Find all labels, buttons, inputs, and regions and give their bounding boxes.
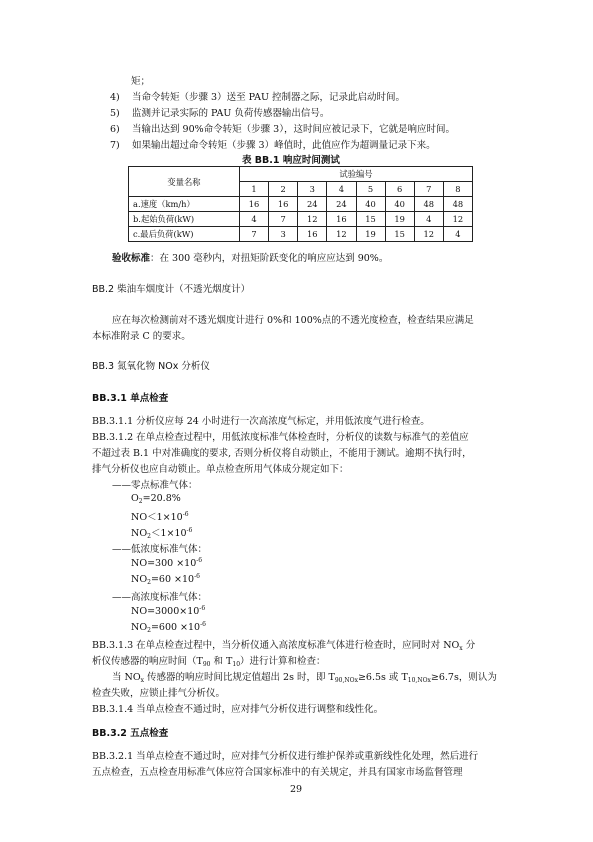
table-caption: 表 BB.1 响应时间测试 — [242, 155, 340, 166]
subscript: 90 — [202, 661, 211, 668]
step-number: 4) — [110, 92, 120, 103]
col-header: 2 — [269, 182, 298, 197]
text-line: 矩； — [131, 76, 151, 87]
table-cell: 12 — [414, 227, 443, 242]
superscript: -6 — [182, 511, 189, 518]
col-header: 1 — [240, 182, 269, 197]
col-header: 8 — [443, 182, 472, 197]
col-header: 6 — [385, 182, 414, 197]
section-heading-text: BB.3 氮氧化物 NOx 分析仪 — [92, 361, 210, 372]
text-run: 和 T — [210, 656, 233, 667]
subscript: x — [140, 677, 145, 684]
superscript: -6 — [199, 605, 206, 612]
acceptance-text: ：在 300 毫秒内，对扭矩阶跃变化的响应应达到 90%。 — [150, 253, 389, 264]
subsection-heading-bb32: BB.3.2 五点检查 — [92, 728, 169, 739]
gas-group-label: ——零点标准气体： — [112, 480, 198, 491]
table-row — [129, 197, 473, 212]
step-number: 7) — [110, 140, 120, 151]
list-item — [110, 105, 329, 119]
gas-group-label: ——高浓度标准气体： — [112, 592, 208, 603]
section-heading-bb3 — [92, 358, 210, 372]
table-cell: 4 — [443, 227, 472, 242]
acceptance-criteria — [112, 250, 388, 264]
row-label: c.最后负荷(kW) — [129, 227, 240, 242]
subscript: 2 — [147, 533, 151, 540]
text-run: ）进行计算和检查： — [240, 656, 326, 667]
text-run: 析仪传感器的响应时间（T — [92, 656, 203, 667]
table-cell: 19 — [385, 212, 414, 227]
paragraph-line: 五点检查，五点检查用标准气体应符合国家标准中的有关规定，并具有国家市场监督管理 — [92, 767, 463, 778]
table-cell: 16 — [269, 197, 298, 212]
table-cell: 16 — [240, 197, 269, 212]
section-heading-bb2: BB.2 柴油车烟度计（不透光烟度计） — [92, 284, 251, 295]
table-cell: 15 — [356, 212, 385, 227]
gas-spec: $O_2=20.8\%$ — [131, 493, 181, 505]
row-label: a.速度（km/h） — [129, 197, 240, 212]
table-cell: 19 — [356, 227, 385, 242]
col-header: 7 — [414, 182, 443, 197]
paragraph-line — [112, 669, 497, 684]
test-number-header: 试验编号 — [240, 167, 473, 182]
gas-spec: $NO_2=60 \times 10^{-6}$ — [131, 573, 200, 586]
table-cell: 3 — [269, 227, 298, 242]
col-header: 3 — [298, 182, 327, 197]
table-cell: 4 — [240, 212, 269, 227]
table-cell: 16 — [298, 227, 327, 242]
subscript: 10,NOx — [407, 677, 431, 684]
page-number: 29 — [290, 784, 303, 795]
gas-value: =60 ×10 — [150, 574, 195, 585]
gas-value: NO＜1×10 — [131, 512, 183, 523]
gas-value: =20.8% — [142, 493, 181, 504]
subsection-heading-bb31: BB.3.1 单点检查 — [92, 393, 169, 404]
step-text: 监测并记录实际的 PAU 负荷传感器输出信号。 — [132, 108, 330, 119]
text-run: 当 NO — [112, 672, 141, 683]
table-header-row — [129, 167, 473, 182]
gas-value: ＜1×10 — [150, 528, 187, 539]
paragraph-line — [92, 653, 326, 668]
subscript: 90,NOx — [334, 677, 358, 684]
table-cell: 7 — [240, 227, 269, 242]
table-cell: 12 — [298, 212, 327, 227]
gas-spec — [131, 605, 205, 617]
subscript: 2 — [138, 498, 143, 505]
step-number: 6) — [110, 124, 120, 135]
step-text: 当输出达到 90%命令转矩（步骤 3），这时间应被记录下，它就是响应时间。 — [132, 124, 455, 135]
gas-group-label: ——低浓度标准气体： — [112, 544, 208, 555]
superscript: -6 — [196, 557, 203, 564]
gas-value: NO=300 ×10 — [131, 558, 197, 569]
table-cell: 15 — [385, 227, 414, 242]
step-text: 如果输出超过命令转矩（步骤 3）峰值时，此值应作为超调量记录下来。 — [132, 140, 436, 151]
gas-spec — [131, 557, 202, 569]
row-label: b.起始负荷(kW) — [129, 212, 240, 227]
paragraph-line: 应在每次检测前对不透光烟度计进行 0%和 100%点的不透光度检查，检查结果应满足 — [112, 315, 474, 326]
text-run: 传感器的响应时间比规定值超出 2s 时，即 T — [144, 672, 335, 683]
table-cell: 24 — [327, 197, 356, 212]
paragraph-line — [92, 637, 475, 652]
gas-spec: $NO_2=600 \times 10^{-6}$ — [131, 621, 206, 634]
text-run: ≥6.5s 或 T — [357, 672, 408, 683]
paragraph-line: 检查失败，应锁止排气分析仪。 — [92, 688, 226, 699]
superscript: -6 — [186, 527, 193, 534]
list-item — [110, 89, 405, 103]
table-cell: 12 — [443, 212, 472, 227]
text-run: 分 — [462, 640, 476, 651]
superscript: -6 — [194, 573, 200, 580]
table-cell: 40 — [385, 197, 414, 212]
table-cell: 24 — [298, 197, 327, 212]
superscript: -6 — [200, 621, 206, 628]
text-run: BB.3.1.3 在单点检查过程中，当分析仪通入高浓度标准气体进行检查时，应同时对 NO — [92, 640, 460, 651]
table-cell: 16 — [327, 212, 356, 227]
paragraph-line: BB.3.2.1 当单点检查不通过时，应对排气分析仪进行维护保养或重新线性化处理，然后进行 — [92, 751, 479, 762]
gas-spec — [131, 509, 189, 523]
paragraph-line: BB.3.1.2 在单点检查过程中，用低浓度标准气体检查时，分析仪的读数与标准气的差值应 — [92, 432, 469, 443]
table-cell: 12 — [327, 227, 356, 242]
gas-value: NO=3000×10 — [131, 606, 200, 617]
step-number: 5) — [110, 108, 120, 119]
col-header: 5 — [356, 182, 385, 197]
table-cell: 40 — [356, 197, 385, 212]
text-run: ≥6.7s，则认为 — [430, 672, 497, 683]
subscript: 2 — [147, 579, 151, 586]
table-row — [129, 212, 473, 227]
gas-value: =600 ×10 — [150, 622, 201, 633]
paragraph-line: 排气分析仪也应自动锁止。单点检查所用气体成分规定如下： — [92, 464, 349, 475]
paragraph-line: BB.3.1.4 当单点检查不通过时，应对排气分析仪进行调整和线性化。 — [92, 704, 384, 715]
paragraph-line: BB.3.1.1 分析仪应每 24 小时进行一次高浓度气标定，并用低浓度气进行检查。 — [92, 416, 430, 427]
subscript: x — [459, 645, 463, 652]
subscript: 2 — [147, 627, 151, 634]
response-time-table — [128, 166, 473, 242]
col-header: 4 — [327, 182, 356, 197]
gas-spec: $NO_2<1\times 10^{-6}$ — [131, 527, 193, 540]
paragraph-line: 本标准附录 C 的要求。 — [92, 331, 191, 342]
acceptance-label: 验收标准 — [112, 253, 151, 264]
list-item — [110, 137, 436, 151]
paragraph-line: 不超过表 B.1 中对准确度的要求, 否则分析仪将自动锁止，不能用于测试。逾期不执行时， — [92, 448, 472, 459]
list-item — [110, 121, 455, 135]
var-name-header: 变量名称 — [129, 167, 240, 197]
table-cell: 48 — [414, 197, 443, 212]
table-row — [129, 227, 473, 242]
step-text: 当命令转矩（步骤 3）送至 PAU 控制器之际，记录此启动时间。 — [132, 92, 405, 103]
subscript: 10 — [232, 661, 241, 668]
table-cell: 4 — [414, 212, 443, 227]
table-cell: 48 — [443, 197, 472, 212]
table-cell: 7 — [269, 212, 298, 227]
